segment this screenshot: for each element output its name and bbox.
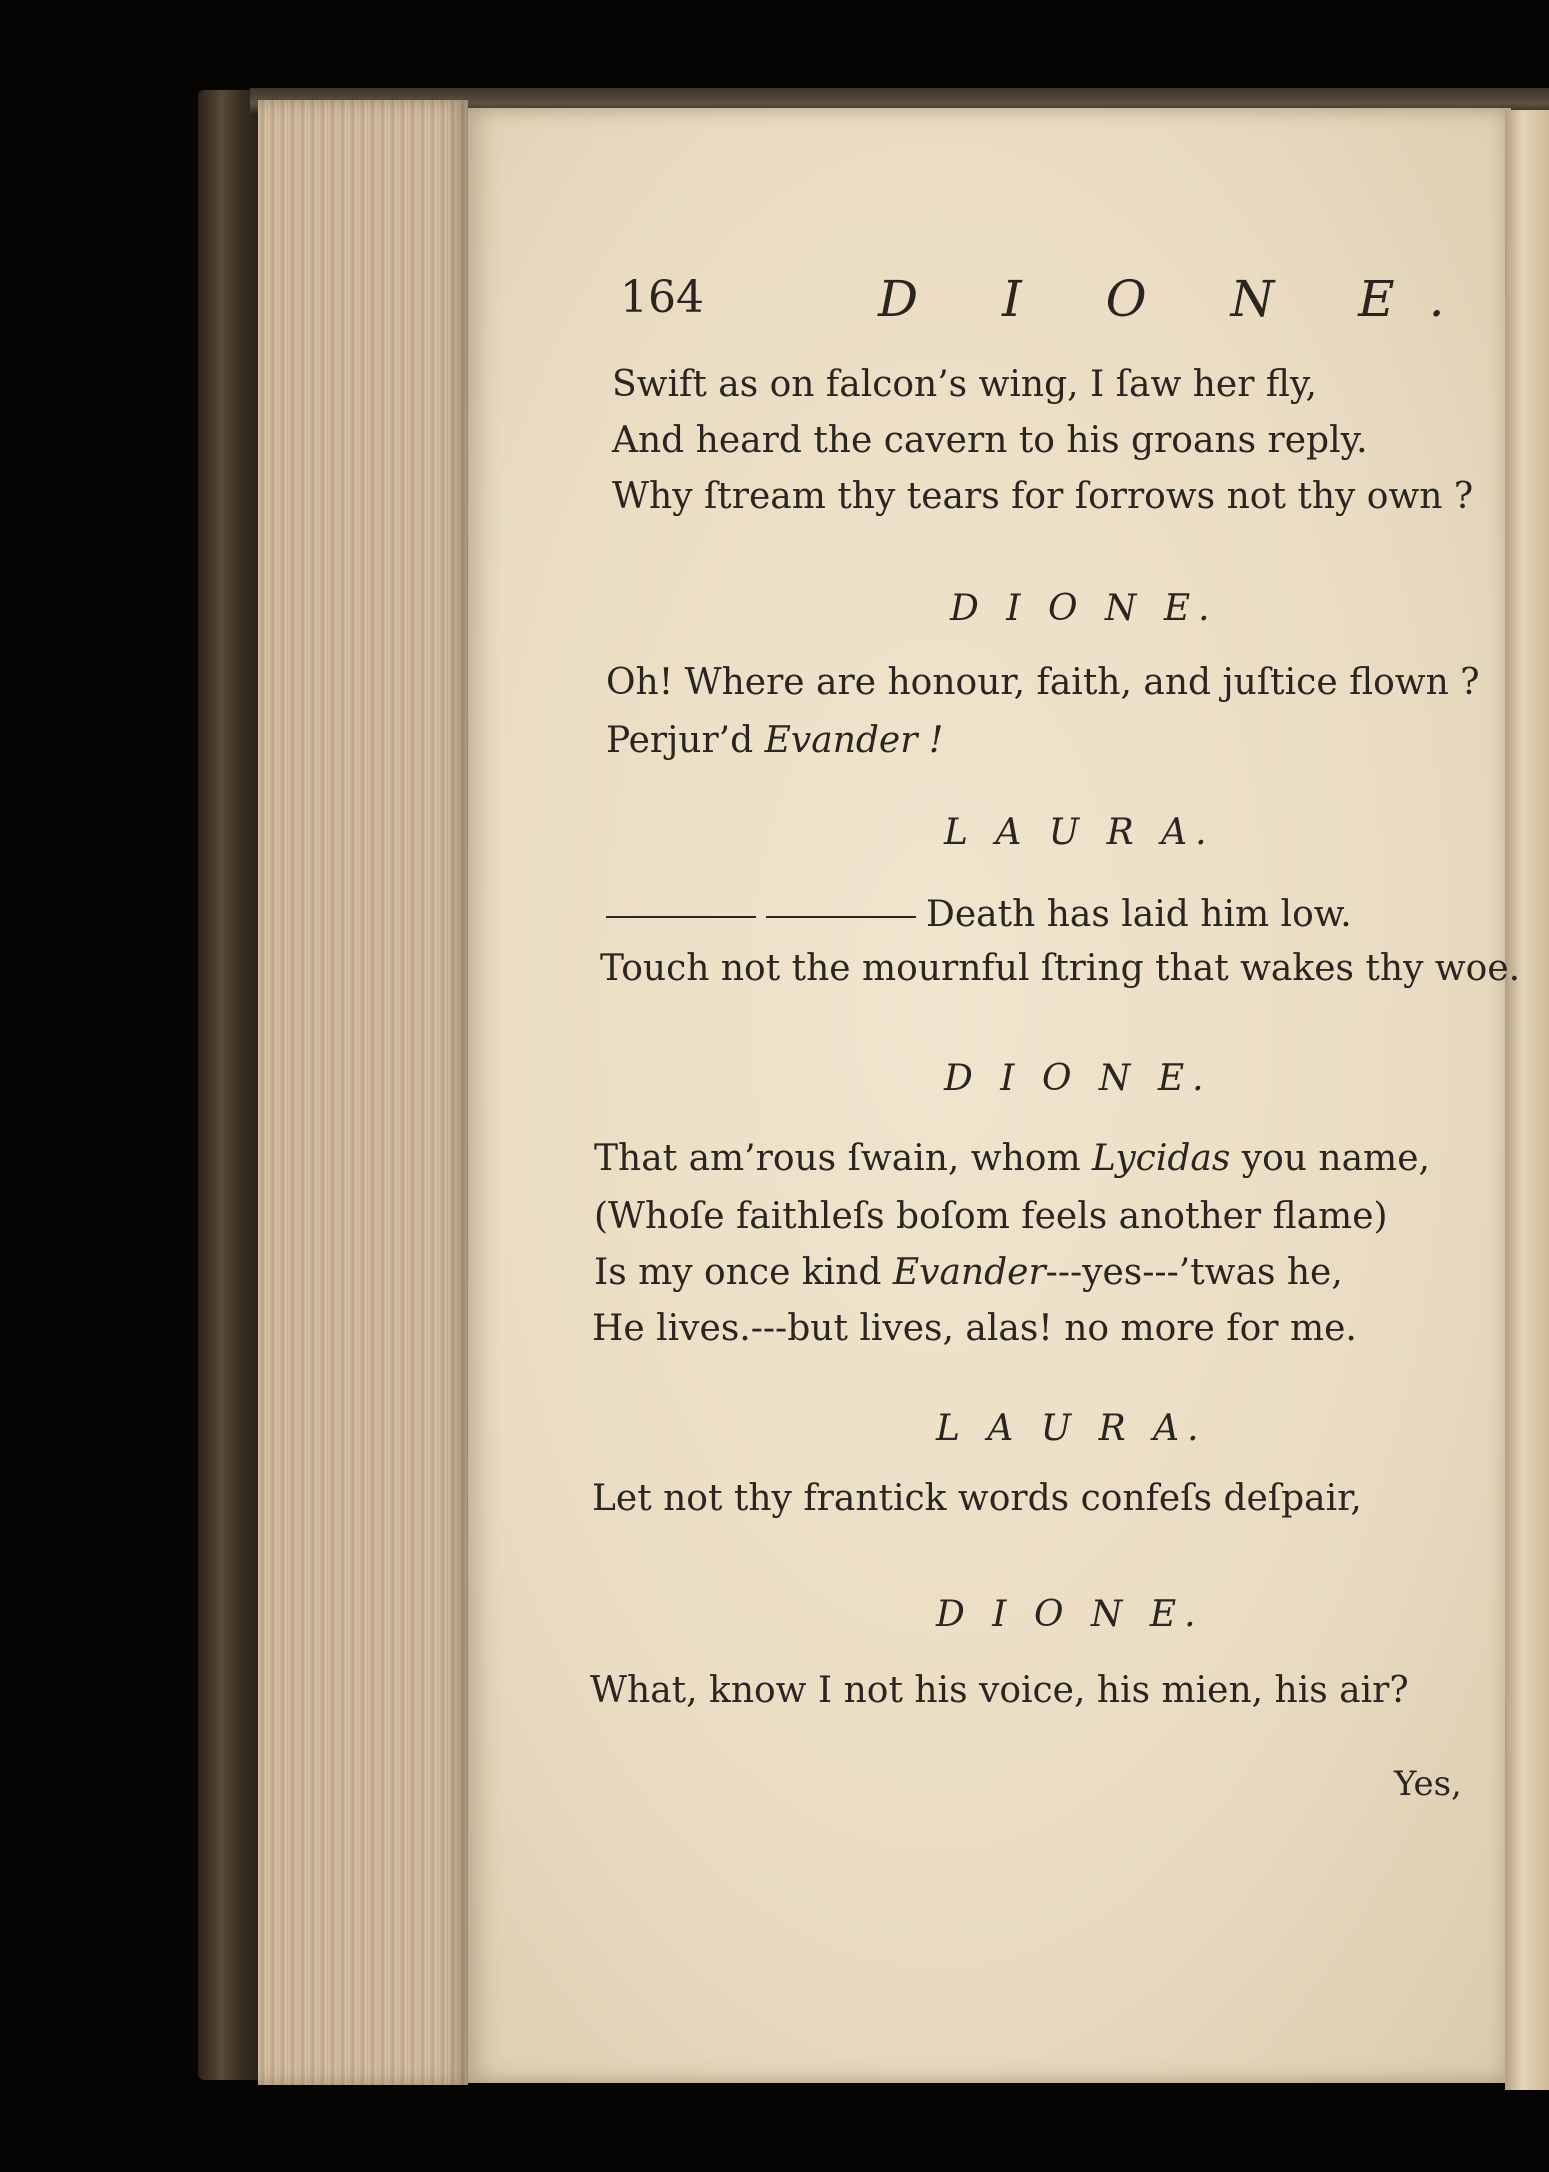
catchword: Yes, (1394, 1764, 1462, 1804)
dash-rule (606, 916, 756, 918)
speaker-heading: L A U R A. (936, 1408, 1207, 1449)
verse-text: That am’rous ſwain, whom (594, 1138, 1093, 1179)
verse-line: Let not thy frantick words confeſs deſpair, (592, 1478, 1362, 1519)
verse-line: Touch not the mournful ſtring that wakes thy woe. (600, 948, 1521, 989)
running-title: D I O N E. (878, 270, 1479, 328)
verse-text: you name, (1230, 1138, 1430, 1179)
verse-line: What, know I not his voice, his mien, his air? (590, 1670, 1409, 1711)
speaker-heading: D I O N E. (950, 588, 1218, 629)
verse-line: Swift as on falcon’s wing, I ſaw her fly, (612, 364, 1317, 405)
character-name: Evander (892, 1252, 1046, 1293)
speaker-heading: L A U R A. (944, 812, 1215, 853)
page-edges (258, 100, 468, 2085)
verse-line (606, 720, 943, 761)
page-gutter (1505, 110, 1549, 2090)
verse-line: Why ſtream thy tears for ſorrows not thy own ? (612, 476, 1474, 517)
book-spine (198, 90, 258, 2080)
speaker-heading: D I O N E. (936, 1594, 1204, 1635)
character-name: Lycidas (1092, 1138, 1231, 1179)
verse-line: (Whoſe faithleſs boſom feels another flame) (594, 1196, 1388, 1237)
verse-text: Perjur’d (606, 720, 765, 761)
page-number: 164 (620, 272, 704, 323)
verse-line: Oh! Where are honour, faith, and juſtice flown ? (606, 662, 1480, 703)
verse-line: And heard the cavern to his groans reply. (612, 420, 1368, 461)
verse-text: Death has laid him low. (926, 894, 1352, 935)
character-name: Evander ! (764, 720, 944, 761)
speaker-heading: D I O N E. (944, 1058, 1212, 1099)
verse-line: He lives.---but lives, alas! no more for me. (592, 1308, 1357, 1349)
verse-text: ---yes---’twas he, (1045, 1252, 1343, 1293)
dash-rule (766, 916, 916, 918)
verse-line (594, 1138, 1430, 1179)
verse-line (594, 1252, 1343, 1293)
verse-text: Is my once kind (594, 1252, 893, 1293)
verse-line (606, 894, 1352, 935)
